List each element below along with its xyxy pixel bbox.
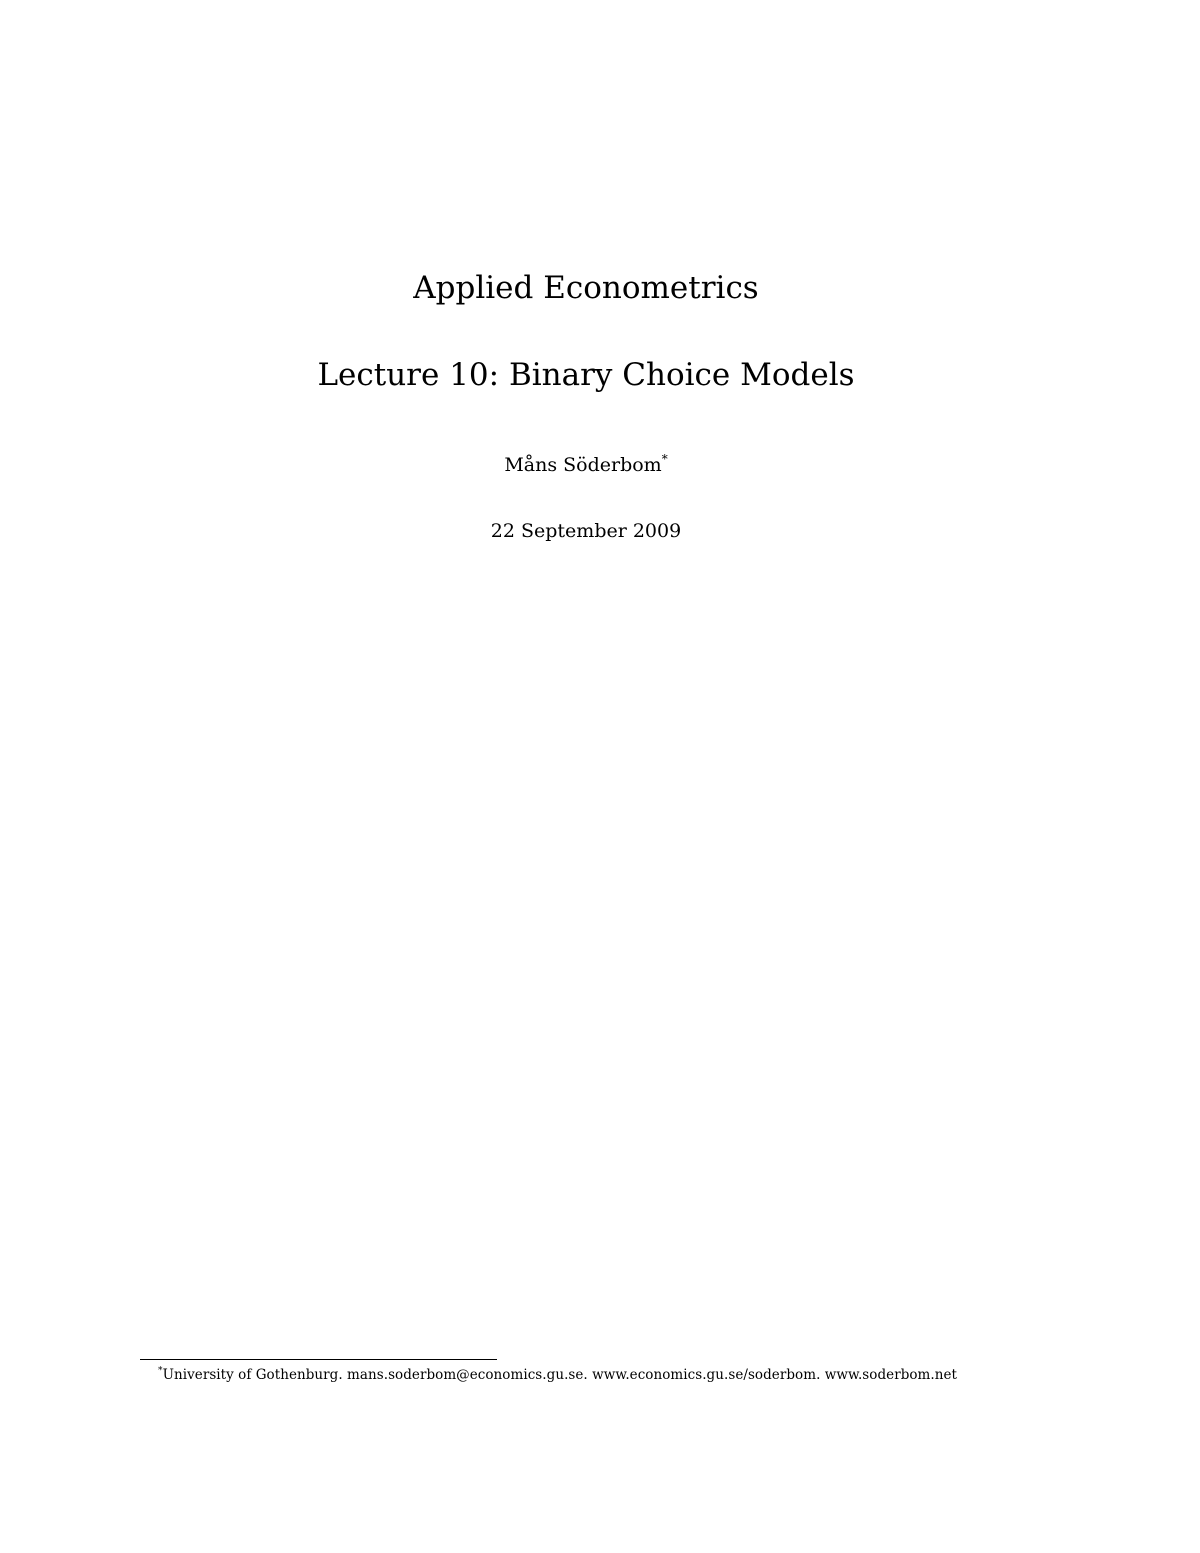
lecture-title: Lecture 10: Binary Choice Models xyxy=(317,357,855,393)
footnote-mark: * xyxy=(158,1366,163,1376)
document-date: 22 September 2009 xyxy=(490,520,682,542)
author-name: Måns Söderbom xyxy=(504,454,662,476)
footnote xyxy=(158,1367,957,1383)
footnote-text: University of Gothenburg. mans.soderbom@economics.gu.se. www.economics.gu.se/soderbom. www.soderbom.net xyxy=(162,1367,958,1383)
series-title: Applied Econometrics xyxy=(413,270,759,306)
footnote-divider xyxy=(140,1359,497,1360)
author-line xyxy=(0,454,1172,476)
author-footnote-mark: * xyxy=(661,452,668,466)
